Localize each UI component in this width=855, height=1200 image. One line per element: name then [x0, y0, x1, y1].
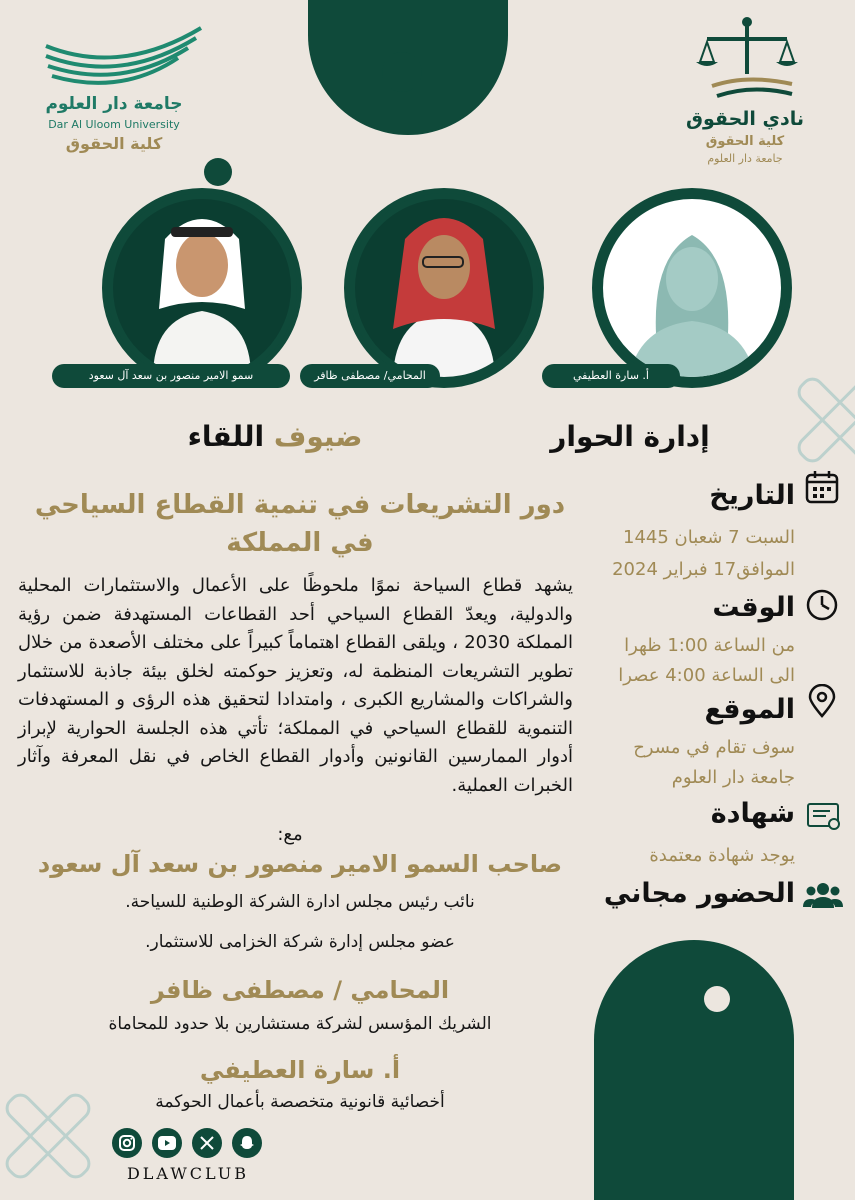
moderation-heading: إدارة الحوار — [550, 420, 710, 453]
club-handle: DLAWCLUB — [126, 1164, 250, 1183]
university-name-ar: جامعة دار العلوم — [45, 94, 183, 114]
speaker-portrait-prince — [102, 188, 302, 388]
female-silhouette-icon — [603, 199, 781, 377]
certificate-icon — [803, 800, 843, 834]
decor-dot — [704, 986, 730, 1012]
date-label: التاريخ — [709, 480, 795, 511]
speaker-name-tag: المحامي/ مصطفى ظافر — [300, 364, 440, 388]
event-title: دور التشريعات في تنمية القطاع السياحي في المملكة — [34, 490, 566, 558]
event-description: يشهد قطاع السياحة نموًا ملحوظًا على الأعمال والاستثمارات المحلية والدولية، ويعدّ القطاع السياحي أحد القطاعات المستهدفة ضمن رؤية المملكة 2030 ، ويلقى القطاع اهتماماً كبيراً على مختلف الأصعدة من خلال تطوير التشريعات المنظمة له، وتعزيز حوكمته لخلق بيئة جاذبة للاستثمار والشراكات والمشاريع الكبرى ، وامتدادا لتحقيق هذه الرؤى و المستهدفات التنموية للقطاع السياحي في المملكة؛ تأتي هذه الجلسة الحوارية لإبراز أدوار الممارسين القانونين وأدوار القطاع الخاص في نقل المعرفة وآثار الخبرات العملية. — [18, 575, 573, 796]
x-icon[interactable] — [192, 1128, 222, 1158]
decor-dot — [382, 52, 422, 92]
guests-heading-b: اللقاء — [187, 420, 265, 453]
speaker-portrait-lawyer — [344, 188, 544, 388]
with-label: مع: — [277, 824, 303, 845]
person-portrait-icon — [113, 199, 291, 377]
decor-cross — [792, 372, 855, 462]
participant-role: نائب رئيس مجلس ادارة الشركة الوطنية للسياحة. — [125, 892, 475, 912]
clock-icon — [805, 588, 839, 622]
youtube-icon[interactable] — [152, 1128, 182, 1158]
time-to: الى الساعة 4:00 عصرا — [618, 665, 795, 686]
date-hijri: السبت 7 شعبان 1445 — [623, 527, 795, 548]
attendance-label: الحضور مجاني — [603, 878, 795, 909]
club-university: جامعة دار العلوم — [707, 152, 783, 165]
participant-name: المحامي / مصطفى ظافر — [150, 976, 450, 1004]
time-label: الوقت — [712, 592, 795, 623]
group-icon — [803, 880, 843, 910]
college-name: كلية الحقوق — [65, 134, 163, 153]
club-logo — [670, 14, 820, 174]
location-line2: جامعة دار العلوم — [671, 767, 795, 788]
participant-role: عضو مجلس إدارة شركة الخزامى للاستثمار. — [145, 932, 455, 952]
speaker-name-tag: سمو الامير منصور بن سعد آل سعود — [52, 364, 290, 388]
calendar-icon — [805, 470, 839, 504]
participant-role: الشريك المؤسس لشركة مستشارين بلا حدود للمحاماة — [108, 1014, 492, 1034]
certificate-label: شهادة — [710, 798, 795, 829]
participant-name: صاحب السمو الامير منصور بن سعد آل سعود — [37, 850, 563, 878]
speaker-name-tag: أ. سارة العطيفي — [542, 364, 680, 388]
time-from: من الساعة 1:00 ظهرا — [624, 635, 795, 656]
date-gregorian: الموافق17 فبراير 2024 — [612, 559, 795, 580]
university-logo — [30, 26, 210, 156]
guests-heading-a: ضيوف — [273, 420, 363, 453]
participant-name: أ. سارة العطيفي — [199, 1056, 401, 1084]
club-college: كلية الحقوق — [705, 134, 785, 149]
instagram-icon[interactable] — [112, 1128, 142, 1158]
scales-icon — [692, 14, 802, 104]
participant-role: أخصائية قانونية متخصصة بأعمال الحوكمة — [155, 1092, 445, 1112]
snapchat-icon[interactable] — [232, 1128, 262, 1158]
location-label: الموقع — [704, 694, 795, 725]
location-pin-icon — [805, 684, 839, 718]
bottom-decor-bar — [594, 940, 794, 1200]
guests-heading — [160, 420, 390, 453]
person-portrait-icon — [355, 199, 533, 377]
location-line1: سوف تقام في مسرح — [633, 737, 795, 758]
certificate-text: يوجد شهادة معتمدة — [649, 845, 795, 866]
speaker-portrait-moderator — [592, 188, 792, 388]
university-emblem-icon — [36, 26, 206, 96]
university-name-en: Dar Al Uloom University — [48, 118, 180, 131]
decor-dot — [204, 158, 232, 186]
club-name: نادي الحقوق — [686, 108, 804, 130]
